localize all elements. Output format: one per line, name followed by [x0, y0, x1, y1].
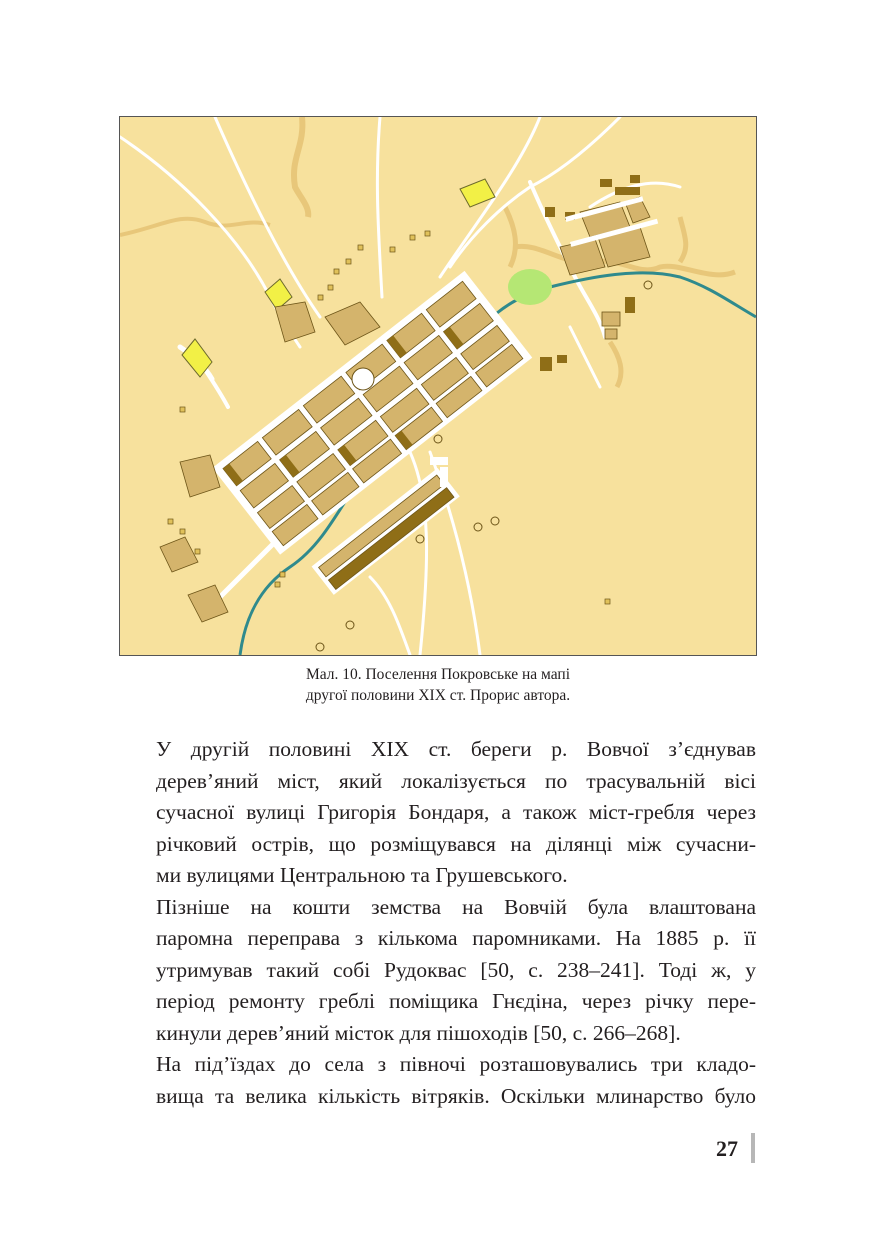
- text-line: У другій половині XIX ст. береги р. Вовчої з’єднував: [156, 737, 756, 761]
- caption-line: Мал. 10. Поселення Покровське на мапі: [305, 666, 571, 683]
- figure-caption: [119, 664, 757, 706]
- paragraph: [119, 734, 756, 892]
- body-text: [119, 734, 756, 1112]
- caption-line: другої половини XIX ст. Прорис автора.: [305, 687, 571, 704]
- text-line: На під’їздах до села з півночі розташовувались три кладо-: [156, 1052, 756, 1076]
- page-number: 27: [716, 1136, 738, 1161]
- text-line: Пізніше на кошти земства на Вовчій була влаштована: [156, 894, 756, 919]
- text-line: паромна переправа з кількома паромниками. На 1885 р. її: [156, 926, 756, 950]
- town-blocks: [212, 271, 532, 555]
- text-line: кинули дерев’яний місток для пішоходів [50, с. 266–268].: [156, 1020, 681, 1045]
- text-line: дерев’яний міст, який локалізується по трасувальній вісі: [156, 768, 756, 793]
- ravine: [680, 217, 686, 262]
- text-line: сучасної вулиці Григорія Бондаря, а також міст-гребля через: [156, 800, 756, 824]
- map-drawing: [120, 117, 756, 655]
- text-line: ми вулицями Центральною та Грушевського.: [156, 863, 568, 887]
- ravine: [294, 117, 308, 217]
- village-yard: [602, 312, 620, 339]
- text-line: річковий острів, що розміщувався на ділянці між сучасни-: [156, 831, 756, 856]
- text-line: період ремонту греблі поміщика Гнєдіна, через річку пере-: [156, 989, 756, 1013]
- paragraph: [119, 1049, 756, 1112]
- village-map-figure: [119, 116, 757, 656]
- ravine: [120, 219, 270, 235]
- paragraph: [119, 892, 756, 1050]
- text-line: вища та велика кількість вітряків. Оскільки млинарство було: [156, 1083, 756, 1108]
- text-line: утримував такий собі Рудоквас [50, с. 238–241]. Тоді ж, у: [156, 957, 756, 982]
- ravine: [505, 207, 515, 267]
- ravine: [610, 342, 621, 387]
- page-number-bar: [751, 1133, 755, 1163]
- church-square: [352, 368, 374, 390]
- meadow: [508, 269, 552, 305]
